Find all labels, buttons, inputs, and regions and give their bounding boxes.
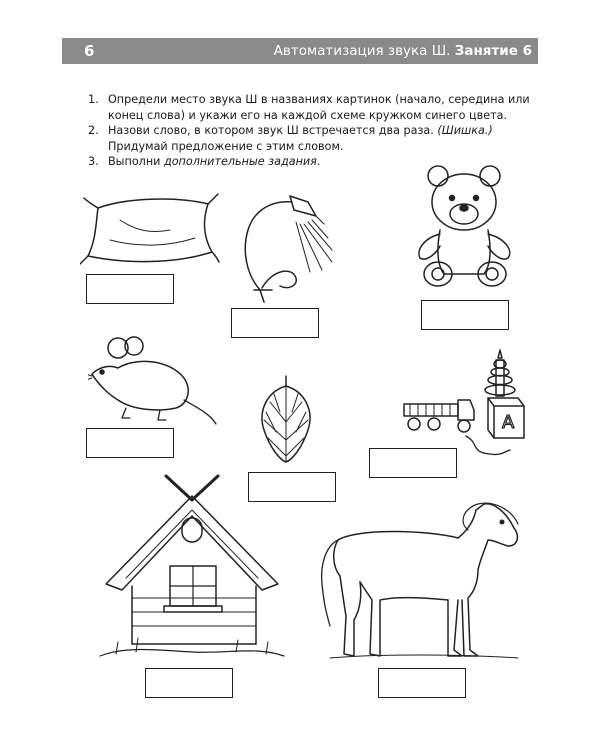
task-text: Выполни [108, 155, 161, 168]
horse-picture [318, 500, 528, 664]
scheme-box[interactable] [378, 668, 466, 698]
lesson-label: Занятие 6 [454, 43, 532, 59]
scheme-box[interactable] [145, 668, 233, 698]
scheme-box[interactable] [421, 300, 509, 330]
task-text: Назови слово, в котором звук Ш встречается два раза. [108, 124, 434, 137]
task-list [88, 92, 548, 170]
task-text: Придумай предложение с этим словом. [108, 139, 344, 153]
svg-text:А: А [502, 412, 515, 433]
mouse-picture [88, 334, 218, 426]
task-number: 2. [88, 124, 99, 137]
scheme-box[interactable] [231, 308, 319, 338]
scheme-box[interactable] [369, 448, 457, 478]
task-hint: (Шишка.) [437, 124, 493, 137]
task-hint: дополнительные задания [163, 155, 317, 168]
pillow-picture [80, 190, 220, 270]
page-title-text: Автоматизация звука Ш. [273, 43, 451, 59]
task-item [88, 123, 548, 154]
teddy-bear-picture [410, 162, 520, 290]
task-text: . [316, 155, 321, 168]
page-title [274, 38, 532, 64]
scheme-box[interactable] [86, 274, 174, 304]
page-number: 6 [84, 42, 95, 60]
pine-cone-picture [256, 372, 316, 464]
shower-picture [232, 190, 367, 310]
task-number: 1. [88, 93, 99, 106]
hut-picture [96, 474, 286, 664]
task-text: Определи место звука Ш в названиях картинок (начало, середина или конец слова) и укажи его на каждой схеме кружком синего цвета. [108, 93, 530, 122]
task-item [88, 92, 548, 123]
scheme-box[interactable] [86, 428, 174, 458]
task-number: 3. [88, 155, 99, 168]
